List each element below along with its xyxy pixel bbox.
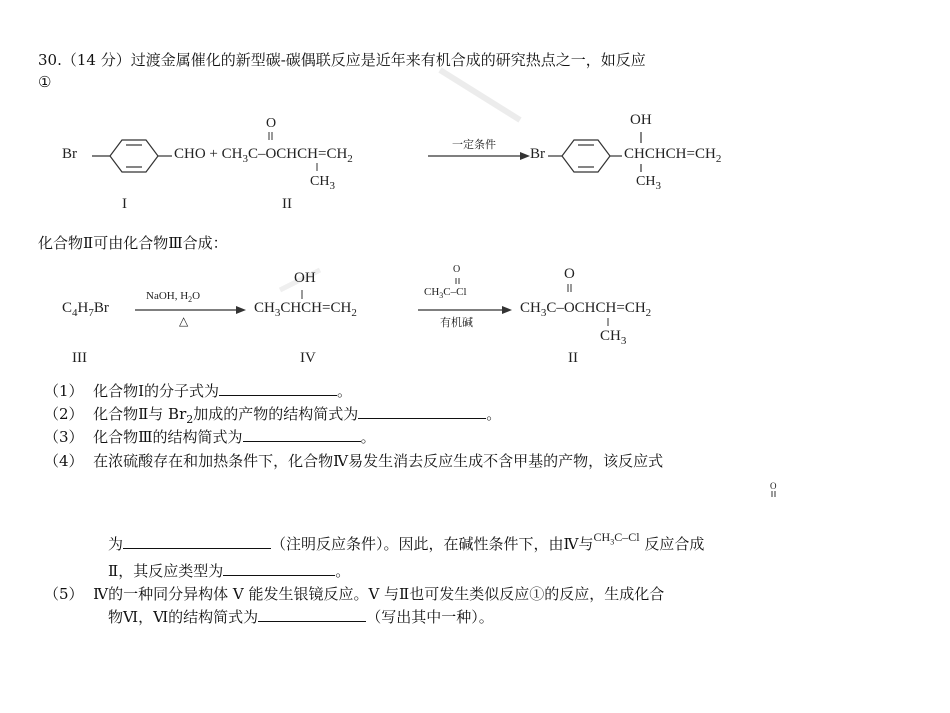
question-intro-ref: ①	[38, 73, 52, 91]
reactant-br: Br	[62, 146, 77, 162]
product-br: Br	[530, 146, 545, 162]
carbonyl-bond-3	[772, 491, 775, 497]
compound-iv-oh: OH	[294, 270, 316, 286]
label-compound-iv: IV	[300, 350, 316, 366]
answer-blank-1[interactable]	[219, 381, 337, 396]
answer-blank-4a[interactable]	[123, 534, 271, 549]
reactant-cho: CHO + $CH_3C-OCHCH=CH_2$	[174, 146, 353, 165]
label-compound-ii-2: II	[568, 350, 578, 366]
answer-blank-2[interactable]	[358, 404, 486, 419]
question-5: （5） Ⅳ的一种同分异构体 V 能发生银镜反应。V 与Ⅱ也可发生类似反应①的反应，生成化合	[44, 585, 665, 603]
product-methyl: $CH_3$	[636, 174, 661, 192]
reaction-arrow-3	[418, 306, 512, 314]
answer-blank-4b[interactable]	[223, 561, 335, 576]
synthesis-intro: 化合物Ⅱ可由化合物Ⅲ合成：	[38, 234, 228, 252]
compound-ii-formula: $CH_3C-OCHCH=CH_2$	[520, 300, 652, 319]
compound-ii-methyl: $CH_3$	[600, 328, 627, 347]
compound-iii-formula: $C_4H_7Br$	[62, 300, 109, 319]
question-3: （3） 化合物Ⅲ的结构简式为 。	[44, 428, 376, 446]
carbonyl-o: O	[266, 116, 277, 131]
question-4-line2: 为 （注明反应条件）。因此，在碱性条件下，由Ⅳ与$^{CH_3C-Cl}$ 反应合成	[108, 530, 705, 553]
q4-acyl-chloride: CH3C–Cl	[593, 530, 640, 547]
benzene-ring-1	[92, 140, 172, 172]
question-4-line3: Ⅱ，其反应类型为 。	[108, 562, 351, 580]
condition-acyl-chloride: $CH_3C-Cl$	[424, 286, 467, 301]
question-4: （4） 在浓硫酸存在和加热条件下，化合物Ⅳ易发生消去反应生成不含甲基的产物，该反应式	[44, 452, 664, 470]
question-5-line2: 物Ⅵ，Ⅵ的结构简式为 （写出其中一种）。	[108, 608, 494, 626]
product-chain: $CHCHCH=CH_2$	[624, 146, 722, 165]
compound-ii-o: O	[564, 266, 575, 282]
question-1: （1） 化合物Ⅰ的分子式为 。	[44, 382, 353, 400]
condition-acyl-o: O	[453, 264, 461, 275]
question-intro: 30.（14 分）过渡金属催化的新型碳-碳偶联反应是近年来有机合成的研究热点之一，如反应	[38, 51, 646, 69]
condition-naoh: NaOH, $H_2O$	[146, 290, 201, 305]
label-compound-ii: II	[282, 196, 292, 212]
reaction-arrow-2	[135, 306, 246, 314]
product-oh: OH	[630, 112, 652, 128]
watermark-stroke	[440, 70, 520, 120]
condition-1: 一定条件	[452, 139, 496, 151]
compound-iv-formula: $CH_3CHCH=CH_2$	[254, 300, 357, 319]
reaction-arrow-1	[428, 152, 530, 160]
answer-blank-3[interactable]	[243, 427, 361, 442]
q4-acyl-o: O	[770, 481, 777, 491]
condition-organic-base: 有机碱	[440, 317, 473, 329]
condition-heat: △	[179, 314, 189, 328]
label-compound-i: I	[122, 196, 127, 212]
label-compound-iii: III	[72, 350, 87, 366]
methyl-1: $CH_3$	[310, 174, 335, 192]
answer-blank-5[interactable]	[258, 607, 366, 622]
question-2: （2） 化合物Ⅱ与 $Br_2$加成的产物的结构简式为 。	[44, 405, 502, 426]
